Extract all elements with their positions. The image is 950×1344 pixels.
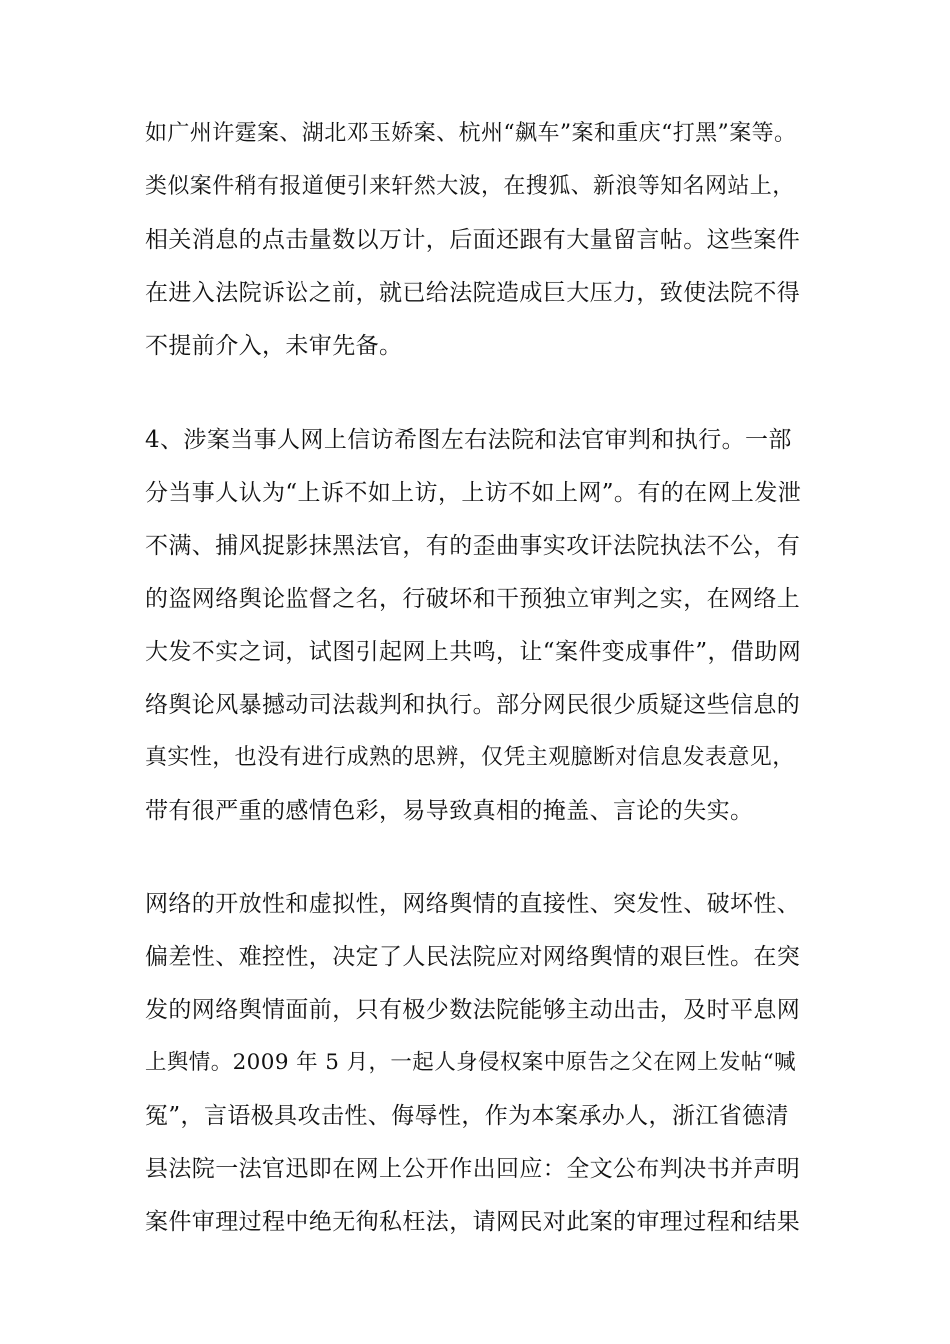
text-line: 在进入法院诉讼之前，就已给法院造成巨大压力，致使法院不得 — [145, 280, 801, 306]
text-line: 县法院一法官迅即在网上公开作出回应：全文公布判决书并声明 — [145, 1156, 801, 1182]
text-line: 上舆情。2009 年 5 月，一起人身侵权案中原告之父在网上发帖“喊 — [145, 1050, 796, 1075]
text-line: 冤”，言语极具攻击性、侮辱性，作为本案承办人，浙江省德清 — [145, 1103, 789, 1129]
text-line: 4、涉案当事人网上信访希图左右法院和法官审判和执行。一部 — [145, 427, 792, 453]
text-line: 的盗网络舆论监督之名，行破坏和干预独立审判之实，在网络上 — [145, 586, 801, 612]
text-line: 案件审理过程中绝无徇私枉法，请网民对此案的审理过程和结果 — [145, 1209, 801, 1235]
text-line: 分当事人认为“上诉不如上访，上访不如上网”。有的在网上发泄 — [145, 480, 802, 506]
text-line: 偏差性、难控性，决定了人民法院应对网络舆情的艰巨性。在突 — [145, 944, 801, 970]
text-line: 相关消息的点击量数以万计，后面还跟有大量留言帖。这些案件 — [145, 227, 801, 253]
text-line: 类似案件稍有报道便引来轩然大波，在搜狐、新浪等知名网站上， — [145, 174, 795, 199]
text-line: 络舆论风暴撼动司法裁判和执行。部分网民很少质疑这些信息的 — [145, 692, 801, 718]
text-line: 带有很严重的感情色彩，易导致真相的掩盖、言论的失实。 — [145, 798, 754, 824]
text-line: 大发不实之词，试图引起网上共鸣，让“案件变成事件”，借助网 — [145, 639, 802, 665]
text-line: 如广州许霆案、湖北邓玉娇案、杭州“飙车”案和重庆“打黑”案等。 — [145, 121, 797, 146]
text-line: 发的网络舆情面前，只有极少数法院能够主动出击，及时平息网 — [145, 997, 801, 1023]
text-line: 不满、捕风捉影抹黑法官，有的歪曲事实攻讦法院执法不公，有 — [145, 533, 801, 559]
text-line: 真实性，也没有进行成熟的思辨，仅凭主观臆断对信息发表意见， — [145, 745, 795, 770]
text-line: 网络的开放性和虚拟性，网络舆情的直接性、突发性、破坏性、 — [145, 891, 801, 917]
text-line: 不提前介入，未审先备。 — [145, 333, 403, 359]
